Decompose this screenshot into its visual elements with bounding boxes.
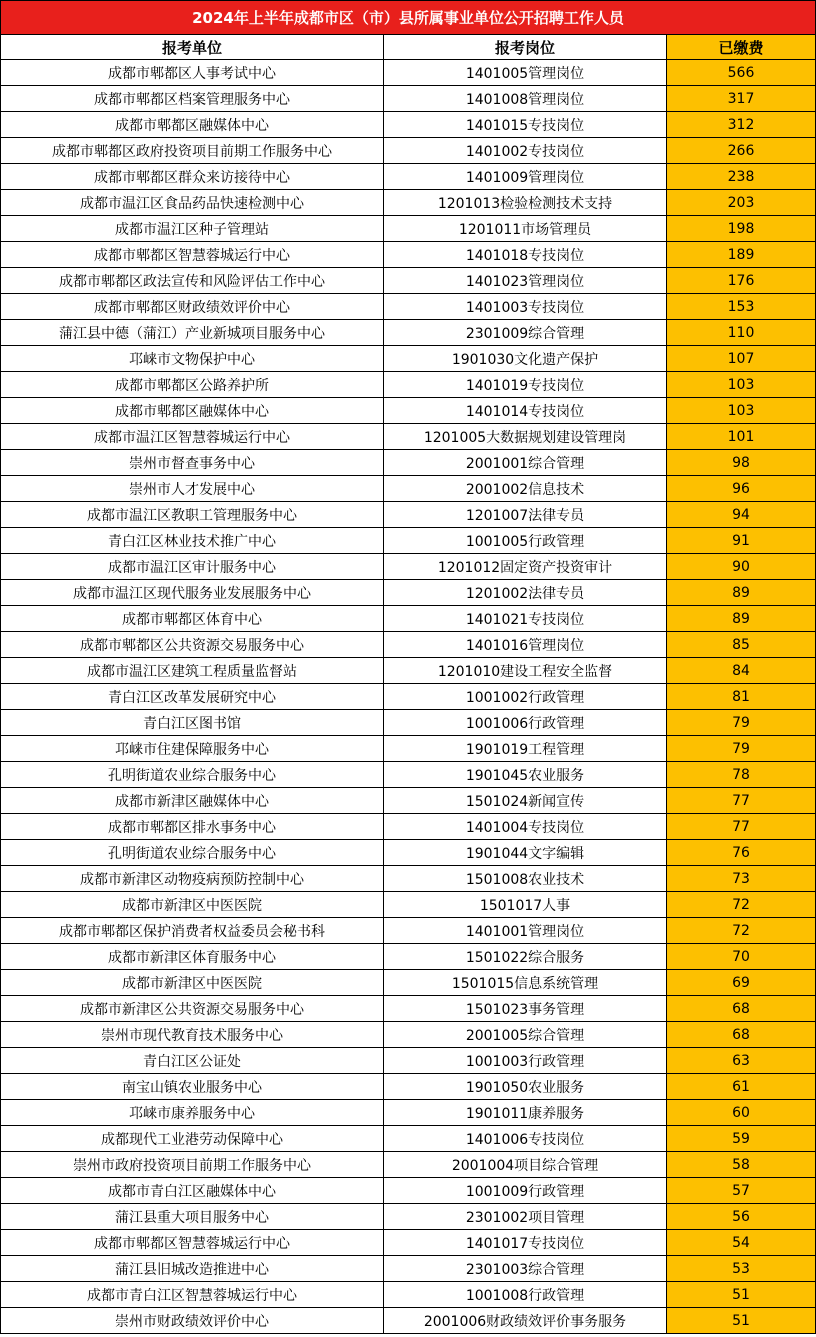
cell-fee[interactable]: 176 xyxy=(667,268,816,294)
table-row xyxy=(1,190,816,216)
cell-post[interactable]: 1901011康养服务 xyxy=(384,1100,667,1126)
cell-post[interactable]: 1201011市场管理员 xyxy=(384,216,667,242)
cell-fee[interactable]: 79 xyxy=(667,710,816,736)
table-row xyxy=(1,450,816,476)
cell-post[interactable]: 1401014专技岗位 xyxy=(384,398,667,424)
cell-fee[interactable]: 68 xyxy=(667,996,816,1022)
cell-unit[interactable]: 邛崃市康养服务中心 xyxy=(1,1100,384,1126)
cell-fee[interactable]: 89 xyxy=(667,606,816,632)
cell-fee[interactable]: 70 xyxy=(667,944,816,970)
cell-fee[interactable]: 89 xyxy=(667,580,816,606)
cell-fee[interactable]: 51 xyxy=(667,1308,816,1334)
cell-unit[interactable]: 青白江区林业技术推广中心 xyxy=(1,528,384,554)
table-row xyxy=(1,970,816,996)
cell-unit[interactable]: 成都市温江区审计服务中心 xyxy=(1,554,384,580)
cell-unit[interactable]: 蒲江县重大项目服务中心 xyxy=(1,1204,384,1230)
cell-post[interactable]: 1401018专技岗位 xyxy=(384,242,667,268)
cell-fee[interactable]: 54 xyxy=(667,1230,816,1256)
table-row xyxy=(1,112,816,138)
cell-unit[interactable]: 孔明街道农业综合服务中心 xyxy=(1,762,384,788)
cell-post[interactable]: 1901044文字编辑 xyxy=(384,840,667,866)
cell-post[interactable]: 2001005综合管理 xyxy=(384,1022,667,1048)
cell-post[interactable]: 1001003行政管理 xyxy=(384,1048,667,1074)
table-row xyxy=(1,502,816,528)
cell-fee[interactable]: 69 xyxy=(667,970,816,996)
cell-fee[interactable]: 266 xyxy=(667,138,816,164)
cell-unit[interactable]: 成都市郫都区体育中心 xyxy=(1,606,384,632)
cell-unit[interactable]: 崇州市财政绩效评价中心 xyxy=(1,1308,384,1334)
cell-fee[interactable]: 60 xyxy=(667,1100,816,1126)
cell-unit[interactable]: 崇州市人才发展中心 xyxy=(1,476,384,502)
table-row xyxy=(1,528,816,554)
table-row xyxy=(1,632,816,658)
table-row xyxy=(1,1074,816,1100)
cell-unit[interactable]: 南宝山镇农业服务中心 xyxy=(1,1074,384,1100)
cell-fee[interactable]: 85 xyxy=(667,632,816,658)
table-row xyxy=(1,216,816,242)
table-row xyxy=(1,996,816,1022)
cell-fee[interactable]: 81 xyxy=(667,684,816,710)
cell-post[interactable]: 1401004专技岗位 xyxy=(384,814,667,840)
cell-post[interactable]: 1501024新闻宣传 xyxy=(384,788,667,814)
cell-fee[interactable]: 72 xyxy=(667,892,816,918)
cell-unit[interactable]: 成都市郫都区融媒体中心 xyxy=(1,112,384,138)
cell-post[interactable]: 1901030文化遗产保护 xyxy=(384,346,667,372)
table-title: 2024年上半年成都市区（市）县所属事业单位公开招聘工作人员 xyxy=(1,1,816,35)
table-row xyxy=(1,1152,816,1178)
cell-fee[interactable]: 90 xyxy=(667,554,816,580)
table-row xyxy=(1,892,816,918)
table-row xyxy=(1,554,816,580)
cell-fee[interactable]: 566 xyxy=(667,60,816,86)
cell-unit[interactable]: 成都市郫都区融媒体中心 xyxy=(1,398,384,424)
cell-post[interactable]: 1201012固定资产投资审计 xyxy=(384,554,667,580)
cell-unit[interactable]: 成都市温江区种子管理站 xyxy=(1,216,384,242)
cell-fee[interactable]: 238 xyxy=(667,164,816,190)
title-row xyxy=(1,1,816,35)
table-row xyxy=(1,138,816,164)
cell-post[interactable]: 1201007法律专员 xyxy=(384,502,667,528)
cell-fee[interactable]: 84 xyxy=(667,658,816,684)
cell-fee[interactable]: 72 xyxy=(667,918,816,944)
table-row xyxy=(1,814,816,840)
cell-post[interactable]: 1501023事务管理 xyxy=(384,996,667,1022)
cell-unit[interactable]: 成都市郫都区公共资源交易服务中心 xyxy=(1,632,384,658)
cell-post[interactable]: 1901050农业服务 xyxy=(384,1074,667,1100)
cell-fee[interactable]: 94 xyxy=(667,502,816,528)
cell-post[interactable]: 1401023管理岗位 xyxy=(384,268,667,294)
table-row xyxy=(1,86,816,112)
cell-unit[interactable]: 成都市郫都区智慧蓉城运行中心 xyxy=(1,1230,384,1256)
table-row xyxy=(1,710,816,736)
cell-fee[interactable]: 198 xyxy=(667,216,816,242)
cell-unit[interactable]: 蒲江县旧城改造推进中心 xyxy=(1,1256,384,1282)
cell-fee[interactable]: 68 xyxy=(667,1022,816,1048)
cell-post[interactable]: 1401002专技岗位 xyxy=(384,138,667,164)
cell-post[interactable]: 2301002项目管理 xyxy=(384,1204,667,1230)
table-row xyxy=(1,1126,816,1152)
cell-unit[interactable]: 崇州市现代教育技术服务中心 xyxy=(1,1022,384,1048)
cell-unit[interactable]: 成都市温江区建筑工程质量监督站 xyxy=(1,658,384,684)
cell-unit[interactable]: 成都市青白江区智慧蓉城运行中心 xyxy=(1,1282,384,1308)
table-row xyxy=(1,736,816,762)
cell-fee[interactable]: 189 xyxy=(667,242,816,268)
table-row xyxy=(1,242,816,268)
cell-post[interactable]: 1401019专技岗位 xyxy=(384,372,667,398)
cell-fee[interactable]: 61 xyxy=(667,1074,816,1100)
cell-unit[interactable]: 成都市青白江区融媒体中心 xyxy=(1,1178,384,1204)
cell-post[interactable]: 1001008行政管理 xyxy=(384,1282,667,1308)
table-row xyxy=(1,1256,816,1282)
cell-post[interactable]: 1401021专技岗位 xyxy=(384,606,667,632)
cell-post[interactable]: 1001009行政管理 xyxy=(384,1178,667,1204)
cell-unit[interactable]: 成都市新津区动物疫病预防控制中心 xyxy=(1,866,384,892)
cell-unit[interactable]: 成都市郫都区财政绩效评价中心 xyxy=(1,294,384,320)
cell-fee[interactable]: 101 xyxy=(667,424,816,450)
cell-unit[interactable]: 成都市郫都区政法宣传和风险评估工作中心 xyxy=(1,268,384,294)
cell-unit[interactable]: 成都市郫都区智慧蓉城运行中心 xyxy=(1,242,384,268)
table-row xyxy=(1,580,816,606)
cell-fee[interactable]: 203 xyxy=(667,190,816,216)
table-row xyxy=(1,1100,816,1126)
cell-post[interactable]: 1201010建设工程安全监督 xyxy=(384,658,667,684)
table-row xyxy=(1,60,816,86)
table-row xyxy=(1,346,816,372)
cell-fee[interactable]: 53 xyxy=(667,1256,816,1282)
header-row xyxy=(1,35,816,60)
cell-unit[interactable]: 成都市郫都区政府投资项目前期工作服务中心 xyxy=(1,138,384,164)
cell-unit[interactable]: 成都市温江区现代服务业发展服务中心 xyxy=(1,580,384,606)
table-row xyxy=(1,606,816,632)
cell-unit[interactable]: 成都市郫都区人事考试中心 xyxy=(1,60,384,86)
cell-fee[interactable]: 76 xyxy=(667,840,816,866)
table-row xyxy=(1,320,816,346)
cell-fee[interactable]: 57 xyxy=(667,1178,816,1204)
table-row xyxy=(1,840,816,866)
cell-unit[interactable]: 成都市郫都区排水事务中心 xyxy=(1,814,384,840)
cell-unit[interactable]: 成都市新津区公共资源交易服务中心 xyxy=(1,996,384,1022)
cell-unit[interactable]: 成都市新津区中医医院 xyxy=(1,892,384,918)
cell-unit[interactable]: 成都市郫都区群众来访接待中心 xyxy=(1,164,384,190)
table-row xyxy=(1,918,816,944)
cell-post[interactable]: 1001006行政管理 xyxy=(384,710,667,736)
cell-fee[interactable]: 51 xyxy=(667,1282,816,1308)
cell-post[interactable]: 1401015专技岗位 xyxy=(384,112,667,138)
cell-unit[interactable]: 成都市郫都区公路养护所 xyxy=(1,372,384,398)
cell-post[interactable]: 1001005行政管理 xyxy=(384,528,667,554)
table-row xyxy=(1,1204,816,1230)
cell-fee[interactable]: 317 xyxy=(667,86,816,112)
table-row xyxy=(1,684,816,710)
cell-post[interactable]: 1201005大数据规划建设管理岗 xyxy=(384,424,667,450)
cell-fee[interactable]: 77 xyxy=(667,814,816,840)
cell-fee[interactable]: 78 xyxy=(667,762,816,788)
cell-fee[interactable]: 56 xyxy=(667,1204,816,1230)
cell-fee[interactable]: 58 xyxy=(667,1152,816,1178)
cell-post[interactable]: 2301003综合管理 xyxy=(384,1256,667,1282)
table-row xyxy=(1,788,816,814)
cell-fee[interactable]: 103 xyxy=(667,372,816,398)
table-row xyxy=(1,1178,816,1204)
cell-post[interactable]: 1201013检验检测技术支持 xyxy=(384,190,667,216)
table-row xyxy=(1,866,816,892)
cell-fee[interactable]: 96 xyxy=(667,476,816,502)
table-row xyxy=(1,398,816,424)
cell-post[interactable]: 1501008农业技术 xyxy=(384,866,667,892)
cell-unit[interactable]: 成都市温江区教职工管理服务中心 xyxy=(1,502,384,528)
table-row xyxy=(1,372,816,398)
cell-post[interactable]: 1401008管理岗位 xyxy=(384,86,667,112)
cell-fee[interactable]: 63 xyxy=(667,1048,816,1074)
table-row xyxy=(1,658,816,684)
cell-post[interactable]: 1501017人事 xyxy=(384,892,667,918)
cell-post[interactable]: 2001002信息技术 xyxy=(384,476,667,502)
table-row xyxy=(1,1048,816,1074)
cell-unit[interactable]: 成都市新津区融媒体中心 xyxy=(1,788,384,814)
cell-post[interactable]: 2001001综合管理 xyxy=(384,450,667,476)
cell-unit[interactable]: 邛崃市住建保障服务中心 xyxy=(1,736,384,762)
cell-fee[interactable]: 312 xyxy=(667,112,816,138)
cell-unit[interactable]: 孔明街道农业综合服务中心 xyxy=(1,840,384,866)
cell-post[interactable]: 1901019工程管理 xyxy=(384,736,667,762)
cell-post[interactable]: 1401006专技岗位 xyxy=(384,1126,667,1152)
cell-unit[interactable]: 蒲江县中德（蒲江）产业新城项目服务中心 xyxy=(1,320,384,346)
cell-post[interactable]: 1401017专技岗位 xyxy=(384,1230,667,1256)
table-row xyxy=(1,268,816,294)
cell-unit[interactable]: 崇州市督查事务中心 xyxy=(1,450,384,476)
cell-post[interactable]: 1201002法律专员 xyxy=(384,580,667,606)
cell-fee[interactable]: 77 xyxy=(667,788,816,814)
cell-unit[interactable]: 成都市温江区食品药品快速检测中心 xyxy=(1,190,384,216)
table-row xyxy=(1,164,816,190)
cell-fee[interactable]: 153 xyxy=(667,294,816,320)
cell-post[interactable]: 1401001管理岗位 xyxy=(384,918,667,944)
cell-unit[interactable]: 成都现代工业港劳动保障中心 xyxy=(1,1126,384,1152)
cell-post[interactable]: 1901045农业服务 xyxy=(384,762,667,788)
cell-fee[interactable]: 73 xyxy=(667,866,816,892)
table-row xyxy=(1,294,816,320)
cell-fee[interactable]: 79 xyxy=(667,736,816,762)
cell-unit[interactable]: 成都市温江区智慧蓉城运行中心 xyxy=(1,424,384,450)
table-row xyxy=(1,424,816,450)
cell-fee[interactable]: 107 xyxy=(667,346,816,372)
cell-unit[interactable]: 崇州市政府投资项目前期工作服务中心 xyxy=(1,1152,384,1178)
cell-unit[interactable]: 青白江区改革发展研究中心 xyxy=(1,684,384,710)
header-fee[interactable]: 已缴费 xyxy=(667,35,816,60)
cell-fee[interactable]: 59 xyxy=(667,1126,816,1152)
cell-post[interactable]: 1001002行政管理 xyxy=(384,684,667,710)
cell-post[interactable]: 2001004项目综合管理 xyxy=(384,1152,667,1178)
cell-post[interactable]: 1501022综合服务 xyxy=(384,944,667,970)
cell-unit[interactable]: 成都市郫都区档案管理服务中心 xyxy=(1,86,384,112)
table-body xyxy=(1,60,816,1334)
table-row xyxy=(1,1308,816,1334)
cell-post[interactable]: 1401016管理岗位 xyxy=(384,632,667,658)
cell-post[interactable]: 1401005管理岗位 xyxy=(384,60,667,86)
cell-post[interactable]: 1401009管理岗位 xyxy=(384,164,667,190)
table-row xyxy=(1,1282,816,1308)
cell-fee[interactable]: 103 xyxy=(667,398,816,424)
table-row xyxy=(1,1022,816,1048)
table-row xyxy=(1,944,816,970)
cell-fee[interactable]: 110 xyxy=(667,320,816,346)
cell-unit[interactable]: 青白江区公证处 xyxy=(1,1048,384,1074)
header-post[interactable]: 报考岗位 xyxy=(384,35,667,60)
header-unit[interactable]: 报考单位 xyxy=(1,35,384,60)
cell-fee[interactable]: 91 xyxy=(667,528,816,554)
cell-unit[interactable]: 邛崃市文物保护中心 xyxy=(1,346,384,372)
table-row xyxy=(1,762,816,788)
cell-unit[interactable]: 青白江区图书馆 xyxy=(1,710,384,736)
cell-unit[interactable]: 成都市新津区体育服务中心 xyxy=(1,944,384,970)
cell-post[interactable]: 1401003专技岗位 xyxy=(384,294,667,320)
cell-post[interactable]: 1501015信息系统管理 xyxy=(384,970,667,996)
table-row xyxy=(1,476,816,502)
table-row xyxy=(1,1230,816,1256)
cell-unit[interactable]: 成都市郫都区保护消费者权益委员会秘书科 xyxy=(1,918,384,944)
cell-fee[interactable]: 98 xyxy=(667,450,816,476)
cell-post[interactable]: 2301009综合管理 xyxy=(384,320,667,346)
cell-post[interactable]: 2001006财政绩效评价事务服务 xyxy=(384,1308,667,1334)
cell-unit[interactable]: 成都市新津区中医医院 xyxy=(1,970,384,996)
